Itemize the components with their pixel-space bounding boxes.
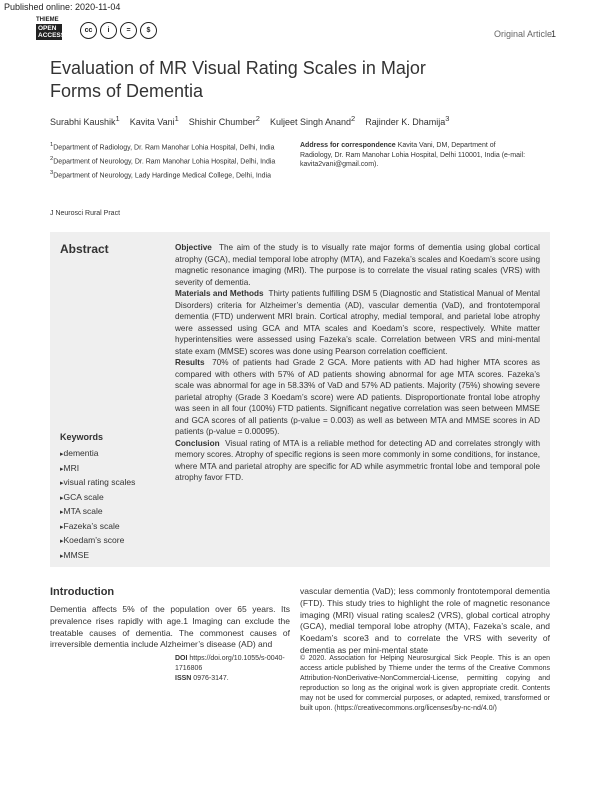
author-list [50,114,449,127]
page-number: 1 [550,29,556,39]
license-text: © 2020. Association for Helping Neurosurgical Sick People. This is an open access article published by Thieme under the terms of the Creative Commons Attribution-NonDerivative-NonCommercial-License, permitting copying and reproduction so long as the original work is given appropriate credit. Contents may not be used for commercial purposes, or adapted, remixed, transformed or built upon. (https://creativecommons.org/licenses/by-nc-nd/4.0/) [300,655,550,712]
keyword-list [60,447,170,563]
issn-label: ISSN [175,675,192,682]
abstract-conclusion: Conclusion Visual rating of MTA is a reliable method for detecting AD and correlates strongly with memory scores. Atrophy of specific regions is seen more commonly in some conditions, for instance, where MTA and parietal atrophy are specific for AD while asymmetric frontal lobe and temporal pole atrophy favor FTD. [175,438,540,482]
author: Shishir Chumber$^2$ [188,114,260,127]
introduction-column-2: vascular dementia (VaD); less commonly frontotemporal dementia (FTD). This study tries to highlight the role of magnetic resonance imaging (MRI) visual rating scales2 (VRS), global cortical atrophy (GCA), medial temporal lobe atrophy (MTA), Fazeka’s scale, and Koedam’s score3 and to correlate the VRS with severity of dementia as per mini-mental state [300,586,550,655]
keyword: ▸ Koedam’s score [60,534,170,549]
affiliation: $^2$Department of Neurology, Dr. Ram Manohar Lohia Hospital, Delhi, India [50,155,276,166]
correspondence-label: Address for correspondence [300,142,396,149]
keywords-heading: Keywords [60,432,104,442]
doi-link[interactable]: https://doi.org/10.1055/s-0040-1716806 [175,655,285,672]
abstract-methods: Materials and Methods Thirty patients fulfilling DSM 5 (Diagnostic and Statistical Manual of Mental Disorders) criteria for Alzheimer’s dementia (AD), vascular dementia (VaD), and frontotemporal dementia (FTD) underwent MRI brain. Cortical atrophy, medial temporal, and parietal lobe atrophy were assessed using GCA and MTA scales and Koedam’s score, respectively. White matter hyperintensities were assessed using Fazeka’s scale. Correlation between VRS and mini-mental state exam (MMSE) scores was done using Pearson correlation coefficient. [175,289,540,356]
keyword: ▸ MMSE [60,549,170,564]
affiliations [50,141,280,182]
license-icons [80,22,157,39]
issn-value: 0976-3147. [193,675,229,682]
abstract-objective: Objective The aim of the study is to visually rate major forms of dementia using global cortical atrophy (GCA), medial temporal lobe atrophy (MTA), and Fazeka’s scales and Koedam’s score using magnetic resonance imaging (MRI). The purpose is to correlate the visual rating scales (VRS) with severity of dementia. [175,243,540,287]
logo-main-line-2: ACCESS [38,32,66,39]
author: Kuljeet Singh Anand$^2$ [269,114,356,127]
keyword: ▸ visual rating scales [60,476,170,491]
journal-name: J Neurosci Rural Pract [50,210,121,217]
creative-commons-icon: cc [80,22,97,39]
doi-block [175,654,285,684]
abstract-heading: Abstract [60,242,109,256]
thieme-open-access-logo [36,17,66,43]
logo-main-line-1: OPEN [38,25,57,32]
keyword: ▸ MRI [60,462,170,477]
introduction-column-1: Dementia affects 5% of the population over 65 years. Its prevalence rises rapidly with age.1 Imaging can exclude the treatable causes of dementia. The commonest causes of irreversible dementia include Alzheimer’s disease (AD) and [50,604,290,650]
affiliation: $^1$Department of Radiology, Dr. Ram Manohar Lohia Hospital, Delhi, India [50,142,275,152]
published-online-date: Published online: 2020-11-04 [4,2,121,12]
correspondence-text: Kavita Vani, DM, Department of Radiology, Dr. Ram Manohar Lohia Hospital, Delhi 110001, India (e-mail: kavita2vani@gmail.com). [300,142,526,168]
introduction-heading: Introduction [50,586,115,598]
keyword: ▸ dementia [60,447,170,462]
affiliation: $^3$Department of Neurology, Lady Hardinge Medical College, Delhi, India [50,169,272,179]
correspondence [300,141,530,170]
keyword: ▸ MTA scale [60,505,170,520]
doi-label: DOI [175,655,188,662]
article-title: Evaluation of MR Visual Rating Scales in Major Forms of Dementia [50,58,426,101]
logo-main-text [36,24,66,40]
author: Rajinder K. Dhamija$^3$ [365,114,450,127]
attribution-icon: i [100,22,117,39]
non-commercial-icon: $ [140,22,157,39]
keyword: ▸ GCA scale [60,491,170,506]
no-derivatives-icon: = [120,22,137,39]
author: Surabhi Kaushik$^1$ [50,114,120,127]
abstract-results: Results 70% of patients had Grade 2 GCA. More patients with AD had higher MTA scores as compared with others with 57% of AD patients showing abnormal for age MTA scores. Fazeka’s scale was abnormal for age in 58.33% of VaD and 57% AD patients. Majority (75%) showing severe parietal atrophy (Grade 3 Koedam’s score) were AD patients. Disproportionate frontal lobe atrophy was seen in all four (100%) FTD patients. Significant negative correlation was seen between MMSE and GCA scores of all patients (p-value = 0.003) as well as between MTA and MMSE scores in AD patients (p-value = 0.00095). [175,358,540,436]
keyword: ▸ Fazeka’s scale [60,520,170,535]
author: Kavita Vani$^1$ [129,114,179,127]
abstract-body [175,242,540,484]
article-type: Original Article [493,29,552,39]
logo-top-text: THIEME [36,17,59,23]
